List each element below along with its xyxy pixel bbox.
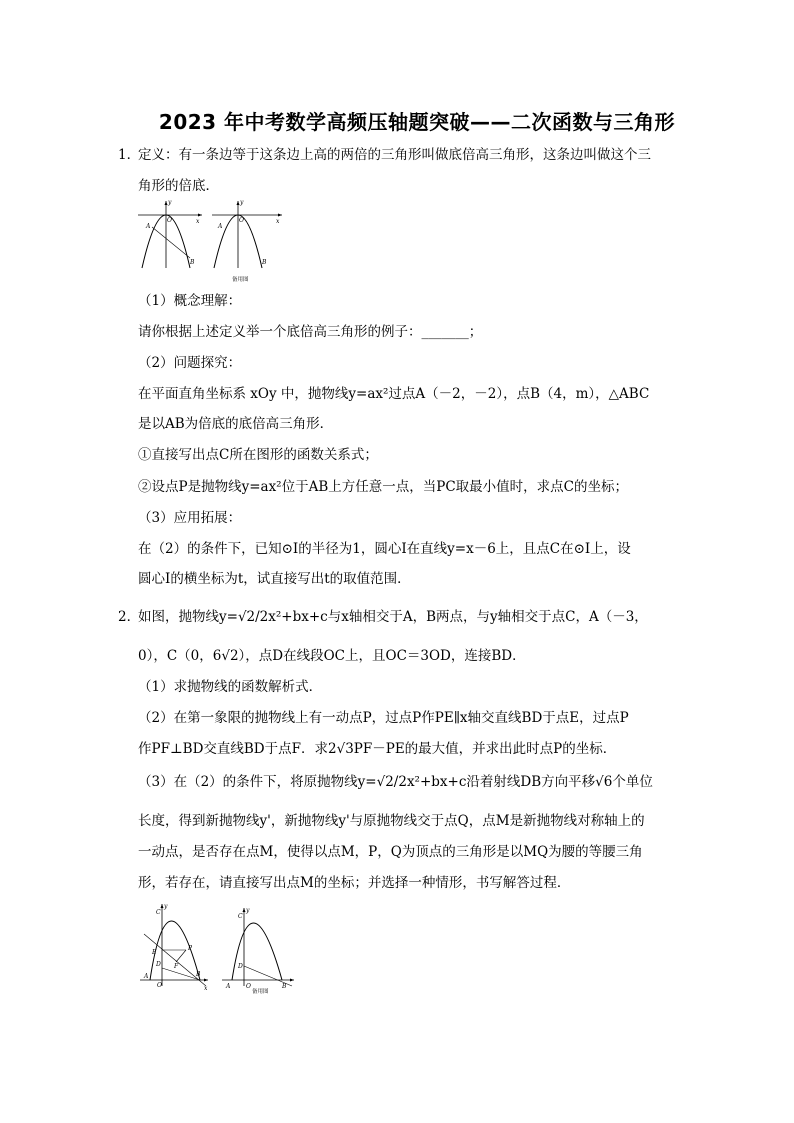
svg-text:A: A [218, 223, 223, 230]
question-1-number: 1． [118, 147, 141, 163]
q2-line-7: 长度，得到新抛物线y'，新抛物线y'与原抛物线交于点Q，点M是新抛物线对称轴上的 [138, 813, 645, 829]
q1-line-6: 在平面直角坐标系 xOy 中，抛物线y=ax²过点A（－2，－2），点B（4，m），△ABC [138, 386, 650, 402]
q1-line-9: ②设点P是抛物线y=ax²位于AB上方任意一点，当PC取最小值时，求点C的坐标； [138, 479, 629, 495]
svg-text:O: O [157, 982, 162, 989]
q2-line-5: 作PF⊥BD交直线BD于点F．求2√3PF－PE的最大值，并求出此时点P的坐标． [138, 741, 617, 757]
q2-line-8: 一动点，是否存在点M，使得以点M，P，Q为顶点的三角形是以MQ为腰的等腰三角 [138, 844, 643, 860]
q2-figure [138, 902, 298, 998]
q2-line-9: 形，若存在，请直接写出点M的坐标；并选择一种情形，书写解答过程． [138, 875, 571, 891]
page-title: 2023 年中考数学高频压轴题突破——二次函数与三角形 [158, 110, 676, 134]
svg-text:A: A [146, 223, 151, 230]
svg-text:C: C [238, 913, 243, 920]
q2-figure-graphs [138, 902, 298, 994]
question-2-number: 2． [118, 609, 141, 625]
q2-line-4: （2）在第一象限的抛物线上有一动点P，过点P作PE∥x轴交直线BD于点E，过点P [138, 710, 629, 726]
svg-text:E: E [152, 949, 157, 956]
svg-text:A: A [226, 983, 231, 990]
svg-text:x: x [204, 985, 208, 992]
q1-line-7: 是以AB为倍底的底倍高三角形． [138, 416, 334, 432]
svg-text:B: B [196, 971, 201, 978]
q2-line-2: 0），C（0，6√2），点D在线段OC上，且OC＝3OD，连接BD． [138, 648, 526, 664]
svg-text:D: D [156, 961, 161, 968]
svg-text:y: y [168, 199, 172, 206]
q1-line-11: 在（2）的条件下，已知⊙I的半径为1，圆心I在直线y=x－6上，且点C在⊙I上，设 [138, 541, 631, 557]
q1-figure-graphs [136, 198, 286, 284]
svg-text:P: P [188, 945, 193, 952]
q1-line-3: （1）概念理解： [138, 293, 242, 309]
svg-text:y: y [240, 199, 244, 206]
svg-text:x: x [196, 218, 200, 225]
q1-line-4: 请你根据上述定义举一个底倍高三角形的例子：_______； [138, 324, 483, 340]
q1-line-5: （2）问题探究： [138, 355, 242, 371]
svg-text:备用图: 备用图 [252, 989, 269, 994]
q1-line-12: 圆心I的横坐标为t，试直接写出t的取值范围． [138, 571, 411, 587]
svg-text:B: B [262, 259, 267, 266]
svg-text:O: O [167, 217, 172, 224]
svg-text:O: O [239, 217, 244, 224]
svg-text:D: D [238, 963, 243, 970]
svg-text:C: C [156, 909, 161, 916]
q1-line-8: ①直接写出点C所在图形的函数关系式； [138, 447, 378, 463]
q1-line-10: （3）应用拓展： [138, 510, 242, 526]
svg-text:x: x [276, 218, 280, 225]
q1-figure [136, 198, 286, 288]
svg-text:F: F [174, 963, 179, 970]
q2-line-3: （1）求抛物线的函数解析式． [138, 679, 323, 695]
q1-line-1: 定义：有一条边等于这条边上高的两倍的三角形叫做底倍高三角形，这条边叫做这个三 [138, 147, 651, 163]
svg-text:O: O [246, 983, 251, 990]
svg-text:y: y [164, 903, 168, 910]
svg-text:A: A [144, 973, 149, 980]
svg-text:B: B [282, 983, 287, 990]
svg-text:y: y [246, 907, 250, 914]
q2-line-6: （3）在（2）的条件下，将原抛物线y=√2/2x²+bx+c沿着射线DB方向平移√6个单位 [138, 774, 653, 790]
q2-line-1: 如图，抛物线y=√2/2x²+bx+c与x轴相交于A，B两点，与y轴相交于点C，A（－3， [138, 609, 648, 625]
svg-text:B: B [190, 259, 195, 266]
svg-text:备用图: 备用图 [232, 277, 249, 283]
q1-line-2: 角形的倍底． [138, 178, 219, 194]
